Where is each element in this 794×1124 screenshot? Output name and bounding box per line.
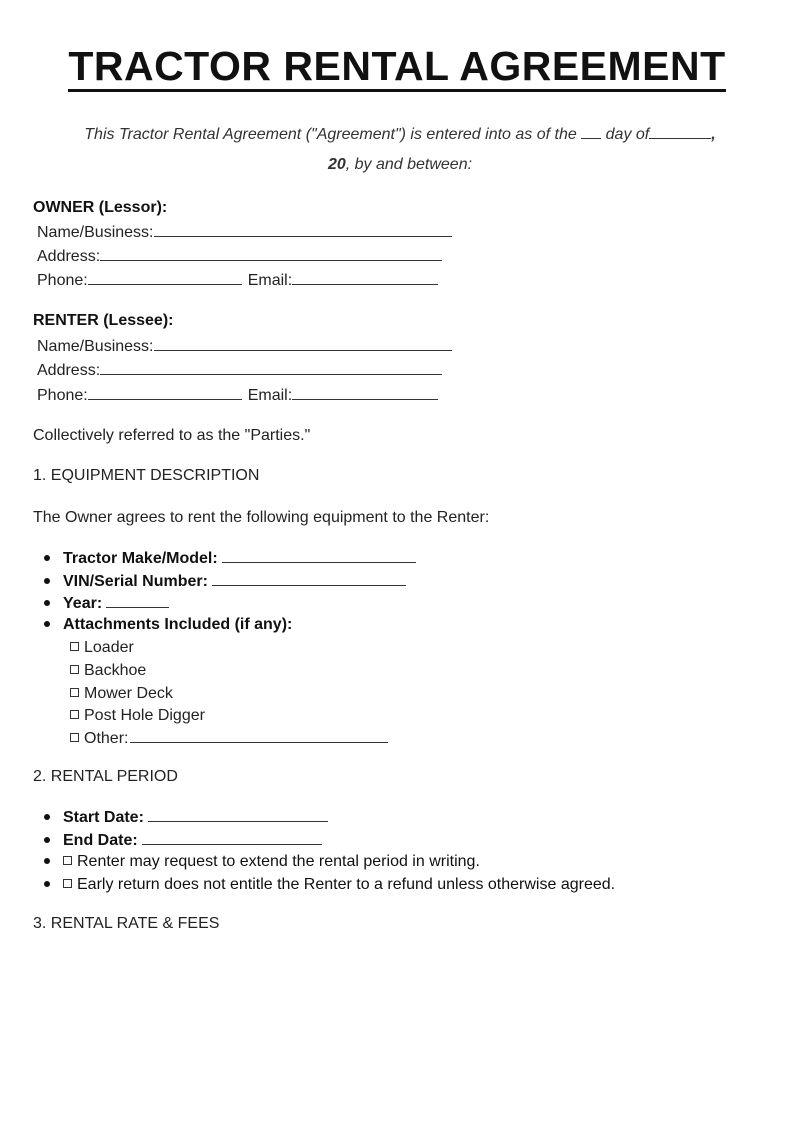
bullet-dot: [44, 858, 50, 864]
day-blank[interactable]: [581, 125, 601, 139]
attachment-post-hole-digger[interactable]: Post Hole Digger: [70, 707, 205, 725]
bullet-year: Year:: [44, 594, 169, 613]
owner-name-field[interactable]: [154, 223, 452, 237]
year-prefix: 20: [327, 156, 346, 173]
bullet-vin: VIN/Serial Number:: [44, 572, 406, 591]
owner-heading: OWNER (Lessor):: [33, 199, 168, 216]
bullet-attachments: Attachments Included (if any):: [44, 616, 292, 634]
attachment-other[interactable]: Other:: [70, 729, 388, 748]
section-3-heading: 3. RENTAL RATE & FEES: [33, 915, 220, 932]
vin-field[interactable]: [212, 572, 406, 586]
other-attachment-field[interactable]: [130, 729, 388, 743]
bullet-extend-option: Renter may request to extend the rental period in writing.: [44, 853, 480, 871]
end-date-field[interactable]: [142, 831, 322, 845]
bullet-early-return-option: Early return does not entitle the Renter to a refund unless otherwise agreed.: [44, 876, 615, 894]
make-model-field[interactable]: [222, 549, 416, 563]
bullet-make-model: Tractor Make/Model:: [44, 549, 416, 568]
renter-address-row: Address:: [37, 361, 442, 380]
section-1-heading: 1. EQUIPMENT DESCRIPTION: [33, 467, 260, 484]
renter-heading: RENTER (Lessee):: [33, 312, 174, 329]
attachment-backhoe[interactable]: Backhoe: [70, 662, 146, 680]
year-field[interactable]: [106, 594, 169, 608]
bullet-dot: [44, 837, 50, 843]
bullet-dot: [44, 814, 50, 820]
owner-address-field[interactable]: [100, 247, 442, 261]
bullet-start-date: Start Date:: [44, 808, 328, 827]
parties-note: Collectively referred to as the "Parties.": [33, 427, 311, 444]
checkbox-icon[interactable]: [63, 879, 72, 888]
renter-address-field[interactable]: [100, 361, 442, 375]
section-1-lead: The Owner agrees to rent the following equipment to the Renter:: [33, 509, 490, 526]
checkbox-icon[interactable]: [70, 733, 79, 742]
bullet-dot: [44, 578, 50, 584]
intro-line-2: 20, by and between:: [327, 156, 473, 173]
owner-phone-row: Phone: Email:: [37, 271, 438, 290]
bullet-dot: [44, 881, 50, 887]
renter-phone-row: Phone: Email:: [37, 386, 438, 405]
checkbox-icon[interactable]: [70, 665, 79, 674]
bullet-dot: [44, 621, 50, 627]
owner-email-field[interactable]: [292, 271, 438, 285]
bullet-dot: [44, 600, 50, 606]
intro-line-1: This Tractor Rental Agreement ("Agreement") is entered into as of the day of ,: [84, 126, 716, 143]
checkbox-icon[interactable]: [63, 856, 72, 865]
checkbox-icon[interactable]: [70, 642, 79, 651]
attachment-mower-deck[interactable]: Mower Deck: [70, 685, 173, 703]
checkbox-icon[interactable]: [70, 710, 79, 719]
bullet-dot: [44, 555, 50, 561]
renter-phone-field[interactable]: [88, 386, 242, 400]
bullet-end-date: End Date:: [44, 831, 322, 850]
renter-name-row: Name/Business:: [37, 337, 452, 356]
renter-email-field[interactable]: [292, 386, 438, 400]
start-date-field[interactable]: [148, 808, 328, 822]
document-title: TRACTOR RENTAL AGREEMENT: [0, 40, 794, 92]
checkbox-icon[interactable]: [70, 688, 79, 697]
owner-phone-field[interactable]: [88, 271, 242, 285]
owner-name-row: Name/Business:: [37, 223, 452, 242]
renter-name-field[interactable]: [154, 337, 452, 351]
section-2-heading: 2. RENTAL PERIOD: [33, 768, 178, 785]
attachment-loader[interactable]: Loader: [70, 639, 134, 657]
month-blank[interactable]: [649, 125, 711, 139]
owner-address-row: Address:: [37, 247, 442, 266]
